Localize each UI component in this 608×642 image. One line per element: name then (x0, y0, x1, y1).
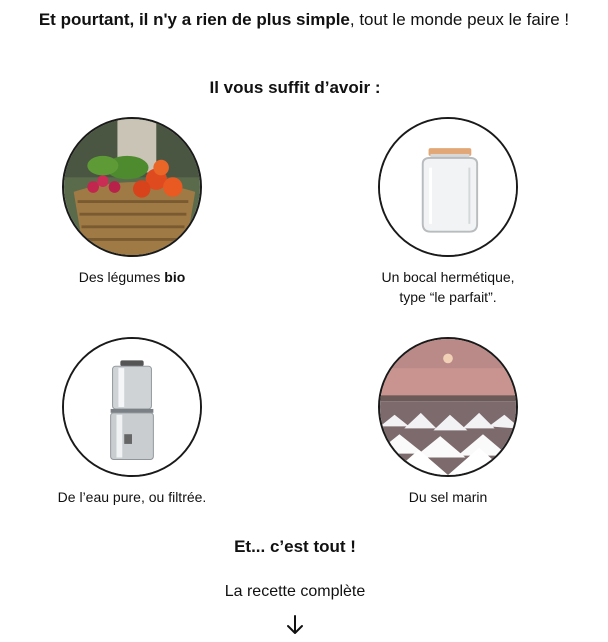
jar-caption-line2: type “le parfait”. (399, 289, 497, 305)
vegetable-basket-image (62, 117, 202, 257)
vegetables-caption (2, 267, 262, 287)
outro-text: Et... c’est tout ! (234, 537, 356, 556)
salt-caption: Du sel marin (408, 489, 488, 505)
ingredient-vegetables (2, 117, 262, 287)
vegetables-caption-text: Des légumes (78, 269, 165, 285)
recipe-link[interactable]: La recette complète (224, 583, 366, 600)
water-filter-image (62, 337, 202, 477)
ingredient-jar (318, 117, 578, 307)
intro-rest: , tout le monde peux le faire ! (349, 10, 570, 29)
subtitle: Il vous suffit d’avoir : (209, 78, 381, 97)
arrow-down-icon[interactable] (283, 613, 307, 637)
intro-bold: Et pourtant, il n'y a rien de plus simple (38, 10, 350, 29)
jar-caption (318, 267, 578, 307)
ingredient-water (2, 337, 262, 507)
ingredient-salt (318, 337, 578, 507)
water-caption: De l’eau pure, ou filtrée. (57, 489, 207, 505)
glass-jar-image (378, 117, 518, 257)
salt-marsh-image (378, 337, 518, 477)
intro-text (20, 9, 588, 31)
vegetables-caption-bold: bio (164, 269, 186, 285)
jar-caption-line1: Un bocal hermétique, (381, 269, 515, 285)
